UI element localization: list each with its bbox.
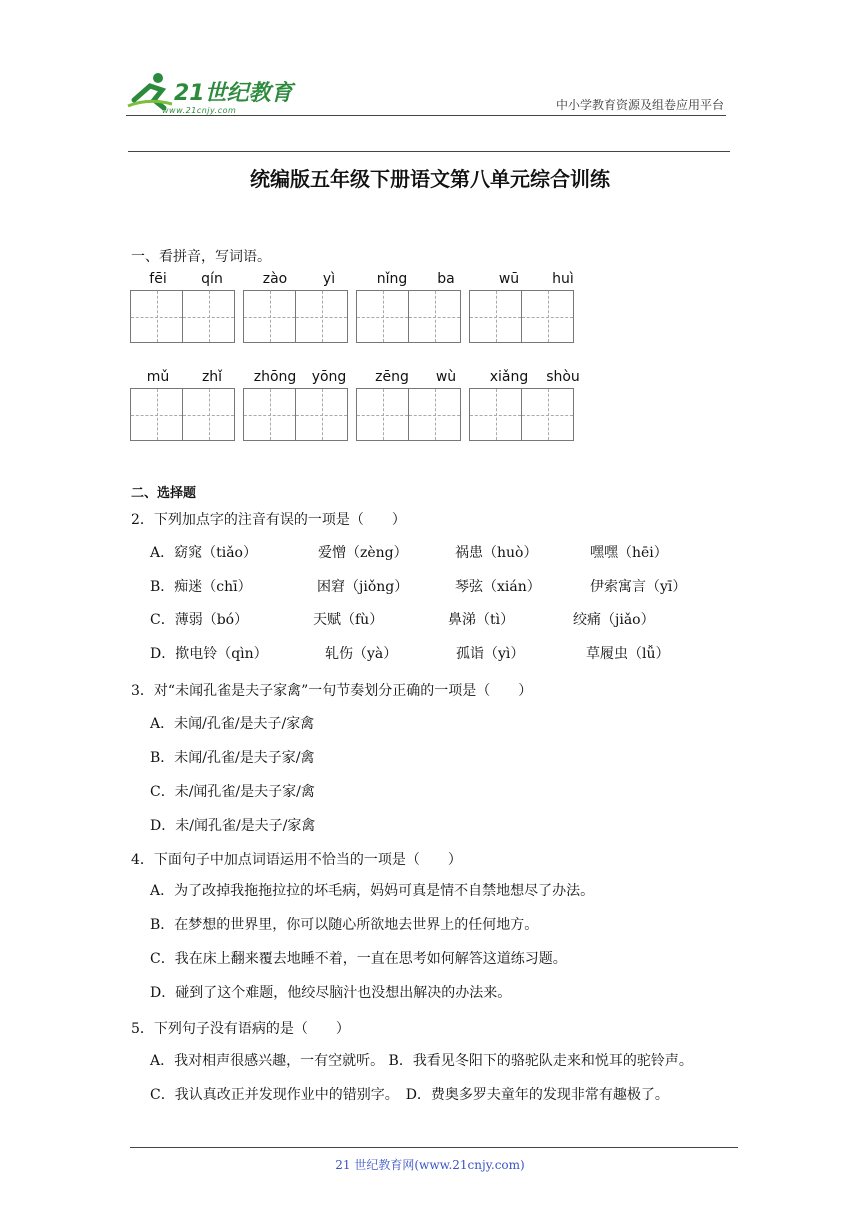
question-5-stem: 5．下列句子没有语病的是（ ） — [131, 1021, 350, 1037]
pinyin: nǐng — [376, 271, 408, 287]
pinyin: huì — [552, 271, 574, 287]
q3-option-b: B．未闻/孔雀/是夫子家/禽 — [150, 750, 315, 766]
q2-option-a-3: 祸患（huò） — [455, 545, 538, 561]
pinyin-row-1 — [131, 271, 601, 287]
question-4-stem: 4．下面句子中加点词语运用不恰当的一项是（ ） — [131, 852, 462, 868]
q2-option-d-1: D．揿电铃（qìn） — [150, 646, 268, 662]
q2-option-c-4: 绞痛（jiǎo） — [573, 612, 655, 628]
pinyin: zhōng — [253, 369, 297, 385]
writing-cell[interactable] — [356, 388, 409, 441]
pinyin: yì — [322, 271, 336, 287]
question-2-stem: 2．下列加点字的注音有误的一项是（ ） — [131, 512, 406, 528]
writing-cell[interactable] — [295, 290, 348, 343]
writing-cell[interactable] — [130, 388, 183, 441]
pinyin: mǔ — [146, 369, 170, 385]
title-divider — [128, 151, 730, 152]
q4-option-a: A．为了改掉我拖拖拉拉的坏毛病，妈妈可真是情不自禁地想尽了办法。 — [150, 883, 595, 899]
q3-option-a: A．未闻/孔雀/是夫子/家禽 — [150, 716, 315, 732]
logo-url: www.21cnjy.com — [162, 106, 237, 115]
q3-option-d: D．未/闻孔雀/是夫子/家禽 — [150, 818, 316, 834]
q2-option-a-1: A．窈窕（tiǎo） — [150, 545, 257, 561]
header-divider — [126, 115, 726, 116]
q2-option-d-2: 轧伤（yà） — [325, 646, 398, 662]
pinyin: zào — [262, 271, 288, 287]
q2-option-d-4: 草履虫（lǚ） — [586, 646, 670, 662]
writing-cell[interactable] — [182, 388, 235, 441]
section2-heading: 二、选择题 — [131, 486, 197, 501]
pinyin: zhǐ — [201, 369, 223, 385]
page-title: 统编版五年级下册语文第八单元综合训练 — [250, 167, 610, 191]
logo — [124, 68, 294, 120]
q4-option-c: C．我在床上翻来覆去地睡不着，一直在思考如何解答这道练习题。 — [150, 951, 567, 967]
runner-logo-icon — [124, 70, 176, 110]
writing-cell[interactable] — [408, 290, 461, 343]
q2-option-a-2: 爱憎（zèng） — [318, 545, 408, 561]
q2-option-d-3: 孤诣（yì） — [456, 646, 525, 662]
pinyin: zēng — [375, 369, 409, 385]
q3-option-c: C．未/闻孔雀/是夫子家/禽 — [150, 784, 315, 800]
q2-option-b-2: 困窘（jiǒng） — [317, 579, 409, 595]
q4-option-d: D．碰到了这个难题，他绞尽脑汁也没想出解决的办法来。 — [150, 985, 512, 1001]
writing-cell[interactable] — [521, 388, 574, 441]
writing-cell[interactable] — [182, 290, 235, 343]
writing-grid-row-1 — [130, 290, 582, 343]
q2-option-a-4: 嘿嘿（hēi） — [590, 545, 668, 561]
q5-options-line-1: A．我对相声很感兴趣，一有空就听。 B．我看见冬阳下的骆驼队走来和悦耳的驼铃声。 — [150, 1053, 693, 1069]
q2-option-c-1: C．薄弱（bó） — [150, 612, 249, 628]
question-3-stem: 3．对“未闻孔雀是夫子家禽”一句节奏划分正确的一项是（ ） — [131, 683, 533, 699]
pinyin: fēi — [149, 271, 167, 287]
pinyin: wù — [435, 369, 457, 385]
q2-option-c-3: 鼻涕（tì） — [448, 612, 515, 628]
q2-option-b-1: B．痴迷（chī） — [150, 579, 252, 595]
writing-cell[interactable] — [408, 388, 461, 441]
writing-cell[interactable] — [469, 290, 522, 343]
footer-link[interactable]: 21 世纪教育网(www.21cnjy.com) — [335, 1158, 525, 1172]
logo-text: 21世纪教育 — [174, 81, 293, 106]
pinyin: wū — [498, 271, 520, 287]
platform-label: 中小学教育资源及组卷应用平台 — [555, 98, 724, 112]
pinyin: yōng — [311, 369, 347, 385]
writing-cell[interactable] — [295, 388, 348, 441]
q2-option-b-4: 伊索寓言（yī） — [590, 579, 687, 595]
writing-cell[interactable] — [130, 290, 183, 343]
q4-option-b: B．在梦想的世界里，你可以随心所欲地去世界上的任何地方。 — [150, 917, 539, 933]
writing-cell[interactable] — [521, 290, 574, 343]
pinyin: ba — [437, 271, 455, 287]
q2-option-c-2: 天赋（fù） — [313, 612, 384, 628]
writing-cell[interactable] — [469, 388, 522, 441]
writing-cell[interactable] — [243, 388, 296, 441]
writing-cell[interactable] — [243, 290, 296, 343]
pinyin-row-2 — [131, 369, 601, 385]
pinyin: qín — [201, 271, 223, 287]
q2-option-b-3: 琴弦（xián） — [455, 579, 541, 595]
writing-grid-row-2 — [130, 388, 582, 441]
pinyin: xiǎng — [489, 369, 529, 385]
section1-heading: 一、看拼音，写词语。 — [131, 249, 271, 265]
q5-options-line-2: C．我认真改正并发现作业中的错别字。 D．费奥多罗夫童年的发现非常有趣极了。 — [150, 1087, 669, 1103]
writing-cell[interactable] — [356, 290, 409, 343]
pinyin: shòu — [546, 369, 580, 385]
footer-divider — [130, 1147, 738, 1148]
